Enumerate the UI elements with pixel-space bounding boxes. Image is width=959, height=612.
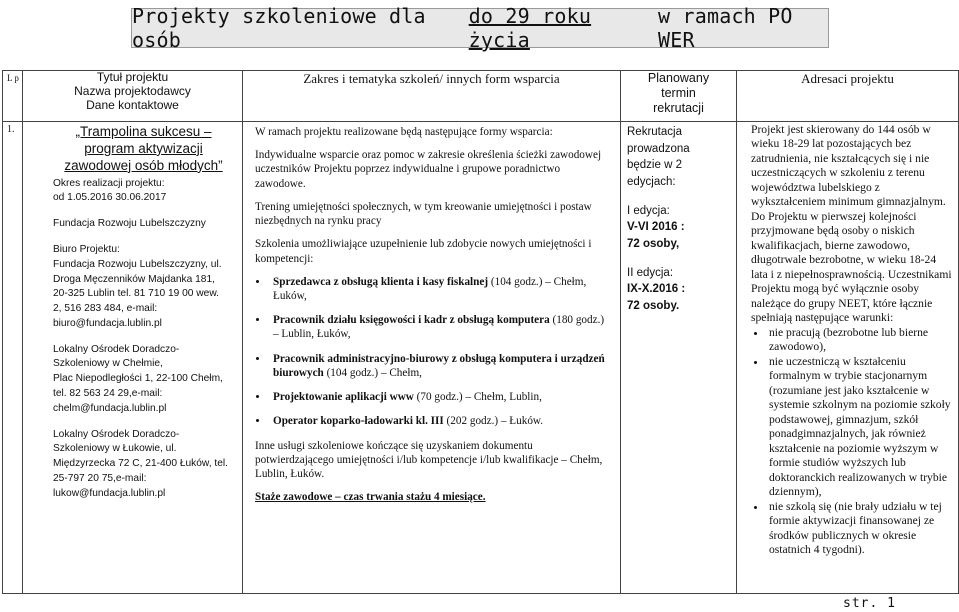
edition-2-count: 72 osoby. bbox=[627, 300, 680, 313]
recruitment-line: prowadzona bbox=[627, 142, 690, 155]
training-details: (70 godz.) – Chełm, Lublin, bbox=[413, 391, 542, 404]
training-name: Pracownik administracyjno-biurowy z obsługą komputera i urządzeń biurowych bbox=[273, 352, 605, 379]
projects-table bbox=[2, 70, 959, 594]
header-project-info-line: Nazwa projektodawcy bbox=[74, 83, 191, 98]
edition-1-label: I edycja: bbox=[627, 204, 670, 217]
recruitment-line: Rekrutacja bbox=[627, 126, 682, 138]
title-after: w ramach PO WER bbox=[658, 4, 793, 52]
conditions-list bbox=[751, 326, 952, 558]
training-details: (202 godz.) – Łuków. bbox=[443, 415, 544, 428]
training-name: Projektowanie aplikacji www bbox=[273, 391, 414, 404]
header-recruitment-line: termin bbox=[661, 86, 696, 100]
training-list bbox=[255, 275, 612, 429]
header-recruitment-line: Planowany bbox=[647, 71, 710, 85]
recruitment-line: edycjach: bbox=[627, 176, 676, 189]
contact-line: 2, 516 283 484, e-mail: bbox=[53, 303, 158, 315]
header-target-group: Adresaci projektu bbox=[737, 71, 959, 122]
project-info-cell bbox=[23, 122, 243, 594]
header-scope: Zakres i tematyka szkoleń/ innych form wsparcia bbox=[243, 71, 621, 122]
training-details: (180 godz.) – Lublin, Łuków, bbox=[273, 314, 605, 341]
internship-note: Staże zawodowe – czas trwania stażu 4 miesiące. bbox=[255, 491, 486, 504]
title-before: Projekty szkoleniowe dla osób bbox=[132, 4, 426, 52]
contact-line: Fundacja Rozwoju Lubelszczyzny, ul. bbox=[53, 258, 222, 270]
row-number: 1. bbox=[3, 122, 23, 594]
contact-line: od 1.05.2016 30.06.2017 bbox=[53, 192, 167, 204]
scope-intro: W ramach projektu realizowane będą następujące formy wsparcia: bbox=[255, 126, 553, 138]
project-title: „Trampolina sukcesu – program aktywizacji zawodowej osób młodych” bbox=[64, 124, 223, 173]
condition-item: • nie uczestniczą w kształceniu formalnym w trybie stacjonarnym (rozumiane jest jako kształcenie w systemie szkolnym na poziomie szkoły podstawowej, gimnazjum, szkół ponadgimnazjalnych, jak również kształcenie na poziomie wyższym w formie studiów wyższych lub doktoranckich realizowanych w trybie dziennym), bbox=[767, 355, 952, 500]
contact-line: tel. 82 563 24 29,e-mail: bbox=[53, 388, 163, 399]
contact-line: 20-325 Lublin tel. 81 710 19 00 wew. bbox=[53, 288, 219, 300]
header-recruitment-line: rekrutacji bbox=[653, 101, 704, 115]
contact-line: 25-797 20 75,e-mail: bbox=[53, 472, 147, 484]
contact-line: Okres realizacji projektu: bbox=[53, 177, 165, 189]
contact-line: Lokalny Ośrodek Doradczo- bbox=[53, 343, 180, 355]
header-recruitment bbox=[621, 71, 737, 122]
condition-item: • nie pracują (bezrobotne lub bierne zawodowo), bbox=[767, 326, 952, 355]
condition-item: • nie szkolą się (nie brały udziału w tej formie aktywizacji finansowanej ze środków publicznych w okresie ostatnich 4 tygodni). bbox=[767, 500, 952, 558]
title-underlined: do 29 roku życia bbox=[468, 4, 592, 52]
contact-line: chelm@fundacja.lublin.pl bbox=[53, 402, 167, 414]
scope-paragraph: Indywidualne wsparcie oraz pomoc w zakresie określenia ścieżki zawodowej uczestników Projektu poprzez indywidualne i grupowe poradnictwo zawodowe. bbox=[255, 149, 602, 190]
contact-line: lukow@fundacja.lublin.pl bbox=[53, 487, 166, 499]
training-item bbox=[269, 313, 612, 341]
recruitment-line: będzie w 2 bbox=[627, 159, 682, 172]
target-group-cell bbox=[737, 122, 959, 594]
training-details: (104 godz.) – Chełm, Łuków, bbox=[273, 275, 587, 302]
header-lp: L p bbox=[3, 71, 23, 122]
contact-line: Droga Męczenników Majdanka 181, bbox=[53, 273, 215, 285]
contact-line: biuro@fundacja.lublin.pl bbox=[53, 317, 162, 329]
page-number: str. 1 bbox=[843, 596, 896, 611]
training-name: Operator koparko-ładowarki kl. III bbox=[273, 415, 444, 428]
training-name: Pracownik działu księgowości i kadr z obsługą komputera bbox=[273, 314, 550, 327]
edition-1-count: 72 osoby, bbox=[627, 238, 680, 251]
scope-cell bbox=[243, 122, 621, 594]
table-row bbox=[3, 122, 959, 594]
edition-2-months: IX-X.2016 : bbox=[627, 283, 686, 296]
page-title bbox=[131, 4, 829, 52]
contact-line: Fundacja Rozwoju Lubelszczyzny bbox=[53, 218, 206, 230]
contact-line: Biuro Projektu: bbox=[53, 243, 120, 255]
target-intro: Projekt jest skierowany do 144 osób w wieku 18-29 lat pozostających bez zatrudnienia, nie kształcących się i nie uczestniczących w szkoleniu z terenu województwa lubelskiego z wykształceniem minimum gimnazjalnym. Do Projektu w pierwszej kolejności przyjmowane będą osoby o niskich kwalifikacjach, bierne zawodowo, długotrwale bezrobotne, w wieku 18-24 lata i z niepełnosprawnością. Uczestnikami Projektu mogą być wyłącznie osoby należące do grupy NEET, które łącznie spełniają następujące warunki: bbox=[751, 123, 952, 325]
scope-paragraph: Szkolenia umożliwiające uzupełnienie lub zdobycie nowych umiejętności i kompetencji: bbox=[255, 238, 592, 265]
header-project-info bbox=[23, 71, 243, 122]
edition-1-months: V-VI 2016 : bbox=[627, 221, 685, 234]
recruitment-cell bbox=[621, 122, 737, 594]
scope-paragraph: Inne usługi szkoleniowe kończące się uzyskaniem dokumentu potwierdzającego umiejętności i/lub kompetencje i/lub kwalifikacje – Chełm, Lublin, Łuków. bbox=[255, 439, 603, 480]
table-header-row bbox=[3, 71, 959, 122]
training-name: Sprzedawca z obsługą klienta i kasy fiskalnej bbox=[273, 275, 489, 288]
training-item bbox=[269, 275, 612, 303]
header-project-info-line: Dane kontaktowe bbox=[86, 97, 179, 112]
scope-paragraph: Trening umiejętności społecznych, w tym kreowanie umiejętności i postaw niezbędnych na rynku pracy bbox=[255, 200, 592, 228]
contact-line: Międzyrzecka 72 C, 21-400 Łuków, tel. bbox=[53, 458, 228, 470]
training-item bbox=[269, 414, 612, 428]
contact-line: Plac Niepodległości 1, 22-100 Chełm, bbox=[53, 373, 223, 385]
edition-2-label: II edycja: bbox=[627, 266, 674, 279]
training-item bbox=[269, 352, 612, 380]
training-item bbox=[269, 390, 612, 404]
contact-line: Szkoleniowy w Łukowie, ul. bbox=[53, 443, 177, 455]
header-project-info-line: Tytuł projektu bbox=[96, 70, 169, 84]
contact-line: Lokalny Ośrodek Doradczo- bbox=[53, 428, 180, 440]
training-details: (104 godz.) – Chełm, bbox=[323, 366, 422, 379]
contact-line: Szkoleniowy w Chełmie, bbox=[53, 358, 163, 370]
